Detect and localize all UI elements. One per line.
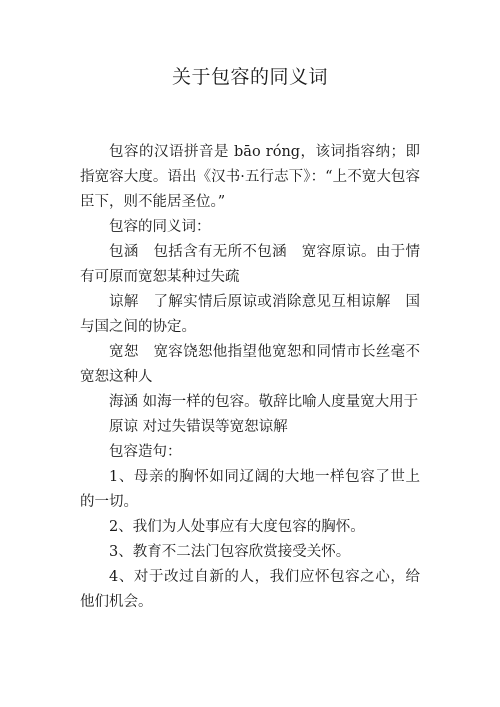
paragraph-synonym-liangjie: 谅解 了解实情后原谅或消除意见互相谅解 国与国之间的协定。 (80, 294, 420, 335)
document-title: 关于包容的同义词 (171, 66, 328, 88)
paragraph-synonym-yuanliang: 原谅 对过失错误等宽恕谅解 (109, 419, 288, 435)
paragraph-example-1: 1、母亲的胸怀如同辽阔的大地一样包容了世上的一切。 (80, 469, 420, 510)
paragraph-example-4: 4、对于改过自新的人，我们应怀包容之心，给他们机会。 (80, 569, 420, 610)
paragraph-intro: 包容的汉语拼音是 bāo róng，该词指容纳；即指宽容大度。语出《汉书·五行志下》：“上不宽大包容臣下，则不能居圣位。” (80, 144, 420, 210)
paragraph-example-2: 2、我们为人处事应有大度包容的胸怀。 (109, 519, 365, 535)
paragraph-synonyms-heading: 包容的同义词： (109, 219, 211, 235)
paragraph-examples-heading: 包容造句： (109, 444, 182, 460)
paragraph-synonym-kuanshu: 宽恕 宽容饶恕他指望他宽恕和同情市长丝毫不宽恕这种人 (80, 344, 420, 385)
paragraph-synonym-baohan: 包涵 包括含有无所不包涵 宽容原谅。由于情有可原而宽恕某种过失疏 (80, 244, 420, 285)
document-body (80, 140, 420, 615)
paragraph-synonym-haihan: 海涵 如海一样的包容。敬辞比喻人度量宽大用于 (109, 394, 419, 410)
paragraph-example-3: 3、教育不二法门包容欣赏接受关怀。 (109, 544, 351, 560)
